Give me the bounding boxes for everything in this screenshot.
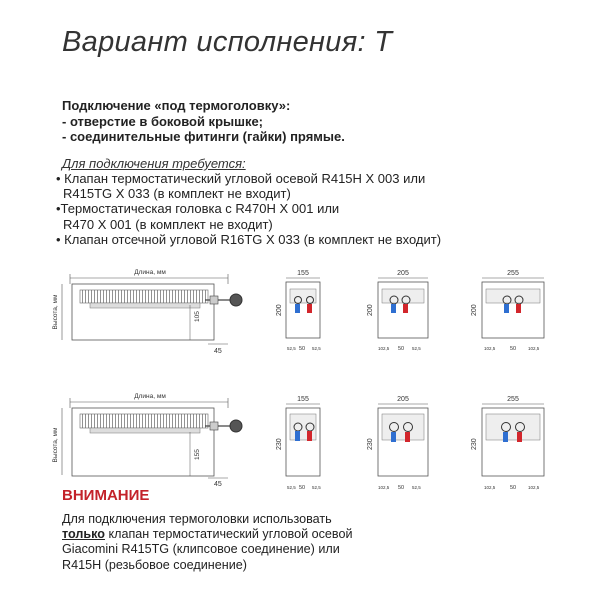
- connection-line-3: - соединительные фитинги (гайки) прямые.: [62, 129, 345, 144]
- height-label-230: 230: [276, 438, 283, 450]
- height-label-230: 230: [471, 438, 478, 450]
- offset-45-2: 45: [214, 481, 222, 488]
- inlet-height-1: 105: [194, 311, 201, 322]
- height-label: Высота, мм: [52, 294, 59, 330]
- bottom-dim-mid: 50: [299, 346, 306, 352]
- requirement-1-line-2: R415TG X 033 (в комплект не входит): [63, 186, 291, 202]
- bottom-dim-mid: 50: [398, 346, 405, 352]
- width-label: 155: [297, 270, 309, 277]
- bottom-dim-b: 52,5: [412, 485, 421, 490]
- height-label: Высота, мм: [52, 427, 59, 463]
- bottom-dim-b: 102,5: [528, 485, 540, 490]
- bottom-dim-a: 102,5: [378, 485, 390, 490]
- inlet-height-2: 155: [194, 449, 201, 460]
- bottom-dim-a: 52,5: [287, 485, 296, 490]
- length-label: Длина, мм: [134, 393, 166, 400]
- warning-heading: ВНИМАНИЕ: [62, 487, 150, 504]
- height-label-230: 230: [367, 438, 374, 450]
- cross-section-155-row-1: [276, 270, 321, 352]
- requirement-3-line-1: • Клапан отсечной угловой R16TG X 033 (в комплект не входит): [56, 231, 442, 247]
- bottom-dim-mid: 50: [398, 485, 405, 490]
- cross-section-205-row-1: [367, 270, 428, 352]
- bottom-dim-mid: 50: [510, 485, 517, 490]
- cross-section-205-row-2: [367, 396, 428, 490]
- bottom-dim-mid: 50: [510, 346, 517, 352]
- cross-section-155-row-2: [276, 396, 321, 490]
- cross-section-255-row-1: [471, 270, 544, 352]
- warning-line-1: Для подключения термоголовки использовать: [62, 512, 332, 526]
- warning-line-4: R415H (резьбовое соединение): [62, 557, 247, 572]
- bottom-dim-a: 102,5: [378, 346, 390, 351]
- width-label: 155: [297, 396, 309, 403]
- warning-line-3: Giacomini R415TG (клипсовое соединение) или: [62, 542, 340, 557]
- requirements-list: [56, 171, 441, 247]
- width-label: 205: [397, 396, 409, 403]
- width-label: 255: [507, 396, 519, 403]
- requirement-2-line-2: R470 X 001 (в комплект не входит): [63, 216, 273, 232]
- bottom-dim-a: 102,5: [484, 485, 496, 490]
- requirements-heading: Для подключения требуется:: [62, 156, 246, 171]
- side-view-row-2: [52, 393, 242, 488]
- warning-line-2-rest: клапан термостатический угловой осевой: [104, 527, 353, 542]
- bottom-dim-b: 52,5: [412, 346, 421, 351]
- offset-45-1: 45: [214, 348, 222, 355]
- bottom-dim-b: 52,5: [312, 485, 321, 490]
- height-label-200: 200: [471, 304, 478, 316]
- connection-line-1: Подключение «под термоголовку»:: [62, 98, 291, 113]
- length-label: Длина, мм: [134, 269, 166, 276]
- height-label-200: 200: [367, 304, 374, 316]
- width-label: 255: [507, 270, 519, 277]
- connection-line-2: - отверстие в боковой крышке;: [62, 113, 264, 129]
- warning-text: [62, 512, 353, 573]
- page-title: Вариант исполнения: Т: [62, 26, 393, 58]
- height-label-200: 200: [276, 304, 283, 316]
- requirement-2-line-1: •Термостатическая головка с R470H X 001 или: [56, 201, 340, 217]
- bottom-dim-a: 52,5: [287, 346, 296, 351]
- bottom-dim-mid: 50: [299, 485, 306, 490]
- connection-description: [62, 98, 345, 145]
- requirement-1-line-1: • Клапан термостатический угловой осевой R415H X 003 или: [56, 171, 426, 186]
- warning-emphasis: только: [62, 527, 105, 542]
- bottom-dim-b: 52,5: [312, 346, 321, 351]
- width-label: 205: [397, 270, 409, 277]
- cross-section-255-row-2: [471, 396, 544, 490]
- bottom-dim-a: 102,5: [484, 346, 496, 351]
- bottom-dim-b: 102,5: [528, 346, 540, 351]
- technical-drawings: [0, 260, 600, 490]
- warning-line-2: [62, 527, 353, 542]
- side-view-row-1: [52, 269, 242, 355]
